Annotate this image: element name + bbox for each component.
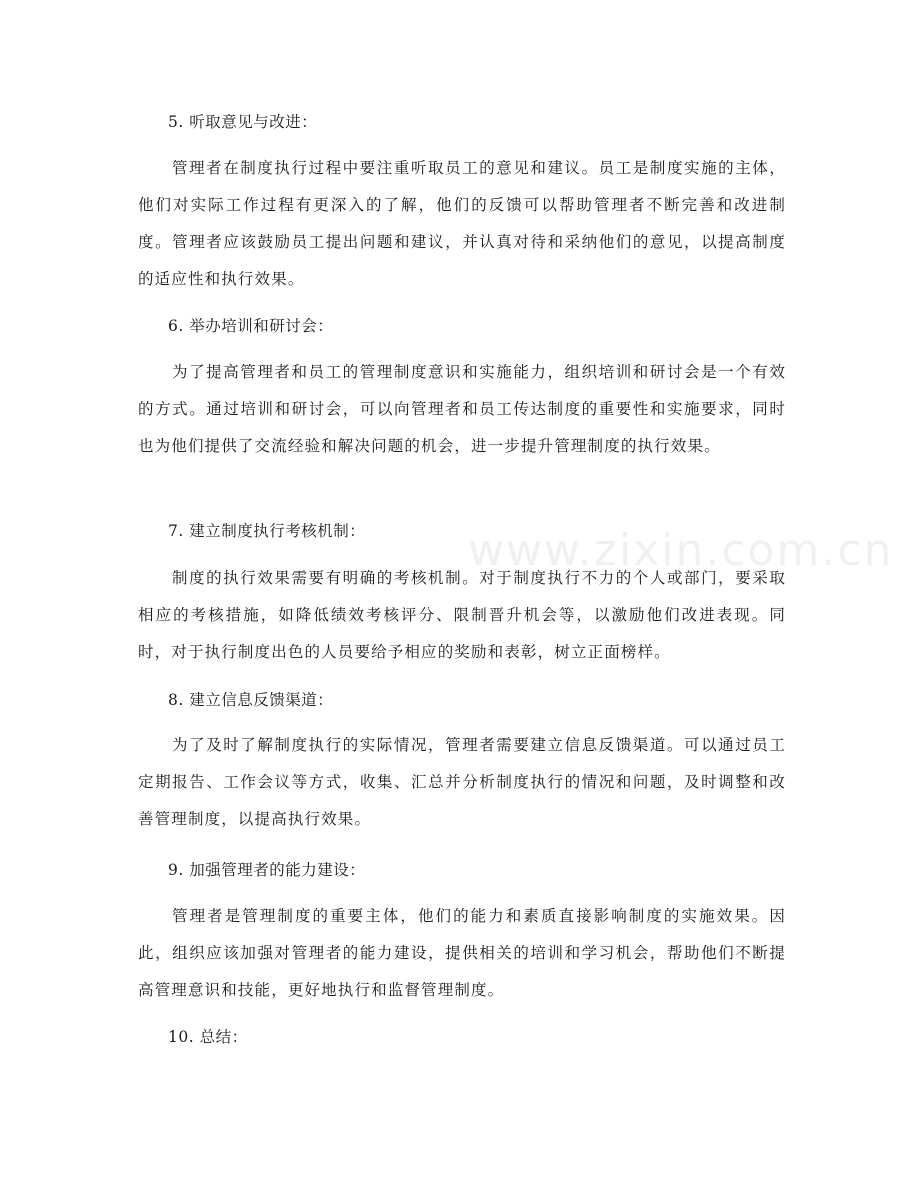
- section-9-paragraph: 管理者是管理制度的重要主体，他们的能力和素质直接影响制度的实施效果。因此，组织应该加强对管理者的能力建设，提供相关的培训和学习机会，帮助他们不断提高管理意识和技能，更好地执行和监督管理制度。: [138, 907, 786, 999]
- section-9-heading: 9. 加强管理者的能力建设：: [168, 861, 366, 879]
- section-10-heading: 10. 总结：: [168, 1028, 248, 1046]
- watermark: www.zixin.com.cn: [468, 525, 894, 576]
- section-8-heading: 8. 建立信息反馈渠道：: [168, 691, 334, 709]
- section-7-heading: 7. 建立制度执行考核机制：: [168, 522, 366, 540]
- section-5-heading: 5. 听取意见与改进：: [168, 113, 318, 131]
- section-5-paragraph: 管理者在制度执行过程中要注重听取员工的意见和建议。员工是制度实施的主体，他们对实际工作过程有更深入的了解，他们的反馈可以帮助管理者不断完善和改进制度。管理者应该鼓励员工提出问题和建议，并认真对待和采纳他们的意见，以提高制度的适应性和执行效果。: [138, 159, 786, 288]
- section-6-paragraph: 为了提高管理者和员工的管理制度意识和实施能力，组织培训和研讨会是一个有效的方式。通过培训和研讨会，可以向管理者和员工传达制度的重要性和实施要求，同时也为他们提供了交流经验和解决问题的机会，进一步提升管理制度的执行效果。: [138, 363, 786, 455]
- section-6-heading: 6. 举办培训和研讨会：: [168, 317, 334, 335]
- section-8-paragraph: 为了及时了解制度执行的实际情况，管理者需要建立信息反馈渠道。可以通过员工定期报告、工作会议等方式，收集、汇总并分析制度执行的情况和问题，及时调整和改善管理制度，以提高执行效果。: [138, 736, 786, 828]
- section-7-paragraph: 制度的执行效果需要有明确的考核机制。对于制度执行不力的个人或部门，要采取相应的考核措施，如降低绩效考核评分、限制晋升机会等，以激励他们改进表现。同时，对于执行制度出色的人员要给予相应的奖励和表彰，树立正面榜样。: [138, 569, 786, 661]
